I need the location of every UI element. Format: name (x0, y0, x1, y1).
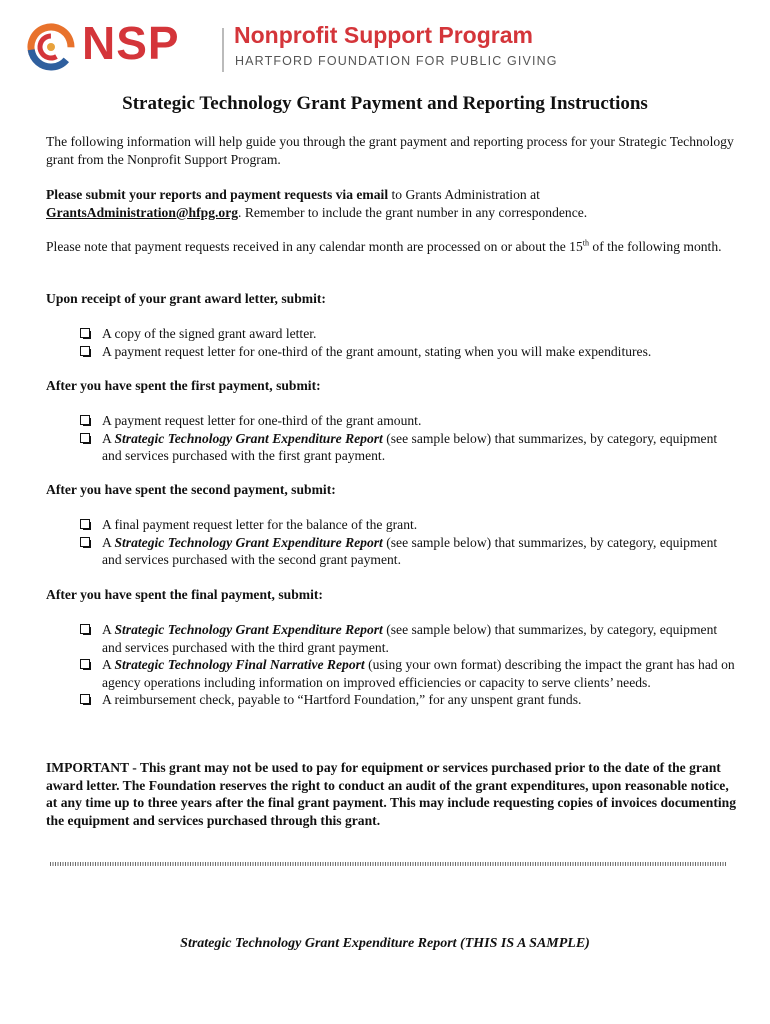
checkbox-icon (80, 328, 90, 338)
list-item: A final payment request letter for the balance of the grant. (78, 516, 738, 534)
brand-divider (222, 28, 224, 72)
list-item: A payment request letter for one-third of the grant amount. (78, 412, 738, 430)
list-item: A copy of the signed grant award letter. (78, 325, 738, 343)
note-paragraph (46, 238, 736, 256)
note-text-2: of the following month. (589, 239, 722, 254)
nsp-logo-icon (26, 22, 76, 72)
list-item: A Strategic Technology Final Narrative Report (using your own format) describing the impact the grant has had on agency operations including information on improved efficiencies or capacity to serve clients’ needs. (78, 656, 738, 691)
important-notice: IMPORTANT - This grant may not be used to pay for equipment or services purchased prior to the date of the grant award letter. The Foundation reserves the right to conduct an audit of the grant expenditures, upon reasonable notice, at any time up to three years after the final grant payment. This may include requesting copies of invoices documenting the equipment and services purchased through this grant. (46, 760, 736, 828)
submit-text-2: . Remember to include the grant number in any correspondence. (238, 204, 588, 220)
list-item: A Strategic Technology Grant Expenditure Report (see sample below) that summarizes, by category, equipment and services purchased with the first grant payment. (78, 430, 738, 465)
submit-bold: Please submit your reports and payment requests via email (46, 187, 389, 202)
checkbox-icon (80, 624, 90, 634)
section3-list (78, 516, 738, 569)
brand-subtitle: HARTFORD FOUNDATION FOR PUBLIC GIVING (235, 54, 558, 68)
intro-paragraph: The following information will help guide you through the grant payment and reporting process for your Strategic Technology grant from the Nonprofit Support Program. (46, 134, 734, 167)
list-item: A payment request letter for one-third of the grant amount, stating when you will make expenditures. (78, 343, 738, 361)
section2-list (78, 412, 738, 465)
checkbox-icon (80, 659, 90, 669)
checkbox-icon (80, 346, 90, 356)
checkbox-icon (80, 433, 90, 443)
brand-nsp: NSP (82, 17, 180, 69)
section2-heading: After you have spent the first payment, submit: (46, 378, 321, 393)
section4-heading: After you have spent the final payment, submit: (46, 587, 323, 602)
note-sup: th (582, 238, 589, 248)
note-text: Please note that payment requests received in any calendar month are processed on or about the 15 (46, 239, 583, 254)
email-link[interactable]: GrantsAdministration@hfpg.org (46, 204, 239, 220)
checkbox-icon (80, 415, 90, 425)
section4-list (78, 621, 738, 709)
section3-heading: After you have spent the second payment, submit: (46, 482, 336, 497)
list-item: A Strategic Technology Grant Expenditure Report (see sample below) that summarizes, by category, equipment and services purchased with the second grant payment. (78, 534, 738, 569)
list-item: A reimbursement check, payable to “Hartford Foundation,” for any unspent grant funds. (78, 691, 738, 709)
checkbox-icon (80, 537, 90, 547)
page-title: Strategic Technology Grant Payment and Reporting Instructions (122, 93, 648, 114)
section1-heading: Upon receipt of your grant award letter, submit: (46, 291, 326, 306)
brand-title: Nonprofit Support Program (234, 22, 533, 48)
section1-list (78, 325, 738, 360)
checkbox-icon (80, 519, 90, 529)
list-item: A Strategic Technology Grant Expenditure Report (see sample below) that summarizes, by category, equipment and services purchased with the third grant payment. (78, 621, 738, 656)
divider-rule (50, 862, 726, 866)
submit-text: to Grants Administration at (388, 187, 540, 202)
checkbox-icon (80, 694, 90, 704)
header-logo (26, 17, 558, 78)
sample-report-title: Strategic Technology Grant Expenditure Report (THIS IS A SAMPLE) (180, 936, 590, 951)
submit-paragraph (46, 186, 736, 221)
